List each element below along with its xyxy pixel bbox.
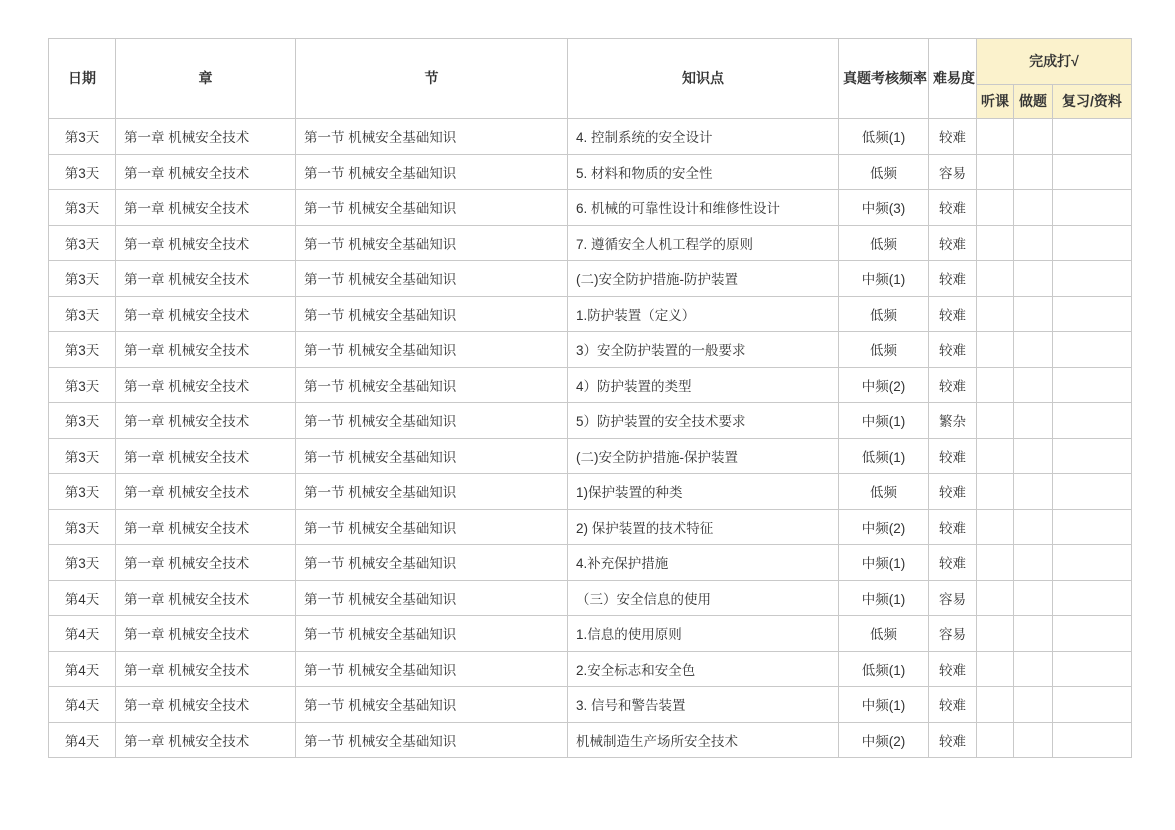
cell-difficulty: 较难 [929,261,977,297]
table-row [49,296,1132,332]
cell-difficulty: 较难 [929,119,977,155]
cell-knowledge-point: 5. 材料和物质的安全性 [568,154,839,190]
cell-section: 第一节 机械安全基础知识 [296,403,568,439]
cell-section: 第一节 机械安全基础知识 [296,616,568,652]
cell-chapter: 第一章 机械安全技术 [116,474,296,510]
cell-section: 第一节 机械安全基础知识 [296,332,568,368]
cell-difficulty: 较难 [929,296,977,332]
cell-difficulty: 较难 [929,474,977,510]
cell-frequency: 低频(1) [839,438,929,474]
cell-date: 第4天 [49,651,116,687]
cell-chapter: 第一章 机械安全技术 [116,367,296,403]
col-header-frequency: 真题考核频率 [839,39,929,119]
cell-date: 第3天 [49,403,116,439]
study-plan-table-container [48,38,1132,758]
cell-section: 第一节 机械安全基础知识 [296,119,568,155]
cell-knowledge-point: 7. 遵循安全人机工程学的原则 [568,225,839,261]
cell-knowledge-point: 1)保护装置的种类 [568,474,839,510]
cell-date: 第3天 [49,261,116,297]
cell-date: 第4天 [49,722,116,758]
cell-frequency: 中频(1) [839,261,929,297]
cell-knowledge-point: 4）防护装置的类型 [568,367,839,403]
cell-frequency: 低频(1) [839,119,929,155]
cell-difficulty: 较难 [929,509,977,545]
cell-section: 第一节 机械安全基础知识 [296,190,568,226]
cell-difficulty: 容易 [929,616,977,652]
check-cell-review[interactable] [1053,296,1132,332]
table-row [49,687,1132,723]
cell-section: 第一节 机械安全基础知识 [296,509,568,545]
check-cell-review[interactable] [1053,403,1132,439]
check-cell-practice[interactable] [1014,616,1053,652]
cell-knowledge-point: 1.信息的使用原则 [568,616,839,652]
col-header-completion-group: 完成打√ [977,39,1132,85]
cell-chapter: 第一章 机械安全技术 [116,545,296,581]
cell-difficulty: 较难 [929,225,977,261]
col-header-knowledge-point: 知识点 [568,39,839,119]
check-cell-review[interactable] [1053,190,1132,226]
cell-frequency: 低频 [839,474,929,510]
check-cell-listen[interactable] [977,367,1014,403]
check-cell-review[interactable] [1053,474,1132,510]
cell-frequency: 低频 [839,225,929,261]
check-cell-practice[interactable] [1014,261,1053,297]
check-cell-review[interactable] [1053,438,1132,474]
check-cell-practice[interactable] [1014,332,1053,368]
cell-difficulty: 较难 [929,438,977,474]
table-row [49,722,1132,758]
cell-chapter: 第一章 机械安全技术 [116,154,296,190]
cell-knowledge-point: 5）防护装置的安全技术要求 [568,403,839,439]
check-cell-listen[interactable] [977,722,1014,758]
cell-chapter: 第一章 机械安全技术 [116,225,296,261]
check-cell-review[interactable] [1053,225,1132,261]
check-cell-practice[interactable] [1014,296,1053,332]
cell-frequency: 低频 [839,154,929,190]
check-cell-practice[interactable] [1014,545,1053,581]
cell-chapter: 第一章 机械安全技术 [116,119,296,155]
check-cell-practice[interactable] [1014,119,1053,155]
check-cell-listen[interactable] [977,474,1014,510]
cell-frequency: 低频(1) [839,651,929,687]
cell-section: 第一节 机械安全基础知识 [296,474,568,510]
cell-date: 第3天 [49,190,116,226]
cell-date: 第3天 [49,474,116,510]
study-plan-table [48,38,1132,758]
check-cell-practice[interactable] [1014,225,1053,261]
cell-date: 第3天 [49,438,116,474]
table-row [49,225,1132,261]
cell-difficulty: 较难 [929,651,977,687]
cell-difficulty: 容易 [929,580,977,616]
cell-frequency: 低频 [839,332,929,368]
cell-date: 第3天 [49,119,116,155]
check-cell-practice[interactable] [1014,474,1053,510]
cell-difficulty: 较难 [929,545,977,581]
check-cell-listen[interactable] [977,580,1014,616]
check-cell-review[interactable] [1053,580,1132,616]
check-cell-listen[interactable] [977,545,1014,581]
check-cell-listen[interactable] [977,509,1014,545]
check-cell-review[interactable] [1053,687,1132,723]
table-row [49,616,1132,652]
table-row [49,438,1132,474]
table-row [49,119,1132,155]
check-cell-listen[interactable] [977,296,1014,332]
check-cell-listen[interactable] [977,403,1014,439]
check-cell-review[interactable] [1053,261,1132,297]
cell-chapter: 第一章 机械安全技术 [116,651,296,687]
cell-knowledge-point: 1.防护装置（定义） [568,296,839,332]
cell-frequency: 中频(1) [839,580,929,616]
cell-frequency: 中频(1) [839,545,929,581]
table-row [49,474,1132,510]
cell-difficulty: 较难 [929,190,977,226]
cell-chapter: 第一章 机械安全技术 [116,722,296,758]
cell-knowledge-point: 2.安全标志和安全色 [568,651,839,687]
cell-knowledge-point: 4.补充保护措施 [568,545,839,581]
table-header [49,39,1132,119]
check-cell-practice[interactable] [1014,651,1053,687]
cell-date: 第3天 [49,509,116,545]
cell-difficulty: 容易 [929,154,977,190]
cell-knowledge-point: (二)安全防护措施-保护装置 [568,438,839,474]
check-cell-listen[interactable] [977,616,1014,652]
check-cell-listen[interactable] [977,651,1014,687]
cell-difficulty: 繁杂 [929,403,977,439]
table-row [49,403,1132,439]
cell-knowledge-point: 机械制造生产场所安全技术 [568,722,839,758]
cell-chapter: 第一章 机械安全技术 [116,296,296,332]
cell-frequency: 中频(2) [839,509,929,545]
cell-date: 第3天 [49,225,116,261]
table-row [49,651,1132,687]
check-cell-listen[interactable] [977,154,1014,190]
check-cell-review[interactable] [1053,367,1132,403]
col-header-review: 复习/资料 [1053,85,1132,119]
check-cell-practice[interactable] [1014,367,1053,403]
cell-difficulty: 较难 [929,687,977,723]
cell-date: 第4天 [49,687,116,723]
col-header-difficulty: 难易度 [929,39,977,119]
check-cell-practice[interactable] [1014,190,1053,226]
cell-knowledge-point: 2) 保护装置的技术特征 [568,509,839,545]
check-cell-listen[interactable] [977,687,1014,723]
cell-date: 第3天 [49,367,116,403]
check-cell-review[interactable] [1053,154,1132,190]
cell-date: 第3天 [49,154,116,190]
check-cell-practice[interactable] [1014,687,1053,723]
cell-difficulty: 较难 [929,367,977,403]
cell-section: 第一节 机械安全基础知识 [296,296,568,332]
cell-section: 第一节 机械安全基础知识 [296,225,568,261]
cell-section: 第一节 机械安全基础知识 [296,438,568,474]
check-cell-practice[interactable] [1014,438,1053,474]
col-header-chapter: 章 [116,39,296,119]
cell-chapter: 第一章 机械安全技术 [116,509,296,545]
cell-chapter: 第一章 机械安全技术 [116,580,296,616]
check-cell-listen[interactable] [977,332,1014,368]
check-cell-listen[interactable] [977,190,1014,226]
col-header-practice: 做题 [1014,85,1053,119]
check-cell-practice[interactable] [1014,509,1053,545]
check-cell-review[interactable] [1053,722,1132,758]
check-cell-practice[interactable] [1014,154,1053,190]
cell-section: 第一节 机械安全基础知识 [296,651,568,687]
check-cell-listen[interactable] [977,261,1014,297]
cell-section: 第一节 机械安全基础知识 [296,261,568,297]
cell-knowledge-point: 4. 控制系统的安全设计 [568,119,839,155]
cell-chapter: 第一章 机械安全技术 [116,261,296,297]
table-row [49,332,1132,368]
check-cell-review[interactable] [1053,119,1132,155]
cell-date: 第4天 [49,580,116,616]
check-cell-practice[interactable] [1014,722,1053,758]
cell-chapter: 第一章 机械安全技术 [116,190,296,226]
cell-chapter: 第一章 机械安全技术 [116,616,296,652]
cell-frequency: 低频 [839,616,929,652]
cell-date: 第3天 [49,332,116,368]
check-cell-review[interactable] [1053,509,1132,545]
cell-difficulty: 较难 [929,722,977,758]
cell-knowledge-point: 6. 机械的可靠性设计和维修性设计 [568,190,839,226]
cell-section: 第一节 机械安全基础知识 [296,722,568,758]
check-cell-listen[interactable] [977,438,1014,474]
check-cell-review[interactable] [1053,545,1132,581]
cell-chapter: 第一章 机械安全技术 [116,332,296,368]
cell-section: 第一节 机械安全基础知识 [296,687,568,723]
table-row [49,580,1132,616]
cell-chapter: 第一章 机械安全技术 [116,438,296,474]
check-cell-practice[interactable] [1014,580,1053,616]
cell-knowledge-point: 3）安全防护装置的一般要求 [568,332,839,368]
table-row [49,154,1132,190]
check-cell-review[interactable] [1053,332,1132,368]
check-cell-listen[interactable] [977,225,1014,261]
check-cell-review[interactable] [1053,616,1132,652]
cell-knowledge-point: 3. 信号和警告装置 [568,687,839,723]
col-header-date: 日期 [49,39,116,119]
cell-section: 第一节 机械安全基础知识 [296,580,568,616]
cell-frequency: 中频(3) [839,190,929,226]
cell-date: 第3天 [49,545,116,581]
cell-frequency: 中频(2) [839,367,929,403]
table-body [49,119,1132,758]
cell-frequency: 中频(1) [839,687,929,723]
cell-section: 第一节 机械安全基础知识 [296,367,568,403]
cell-frequency: 中频(2) [839,722,929,758]
cell-section: 第一节 机械安全基础知识 [296,545,568,581]
cell-frequency: 低频 [839,296,929,332]
cell-knowledge-point: (二)安全防护措施-防护装置 [568,261,839,297]
cell-chapter: 第一章 机械安全技术 [116,403,296,439]
cell-knowledge-point: （三）安全信息的使用 [568,580,839,616]
cell-date: 第4天 [49,616,116,652]
cell-frequency: 中频(1) [839,403,929,439]
table-row [49,367,1132,403]
check-cell-listen[interactable] [977,119,1014,155]
cell-difficulty: 较难 [929,332,977,368]
table-row [49,509,1132,545]
col-header-section: 节 [296,39,568,119]
table-row [49,261,1132,297]
table-row [49,190,1132,226]
cell-chapter: 第一章 机械安全技术 [116,687,296,723]
check-cell-review[interactable] [1053,651,1132,687]
check-cell-practice[interactable] [1014,403,1053,439]
table-row [49,545,1132,581]
cell-section: 第一节 机械安全基础知识 [296,154,568,190]
cell-date: 第3天 [49,296,116,332]
col-header-listen: 听课 [977,85,1014,119]
